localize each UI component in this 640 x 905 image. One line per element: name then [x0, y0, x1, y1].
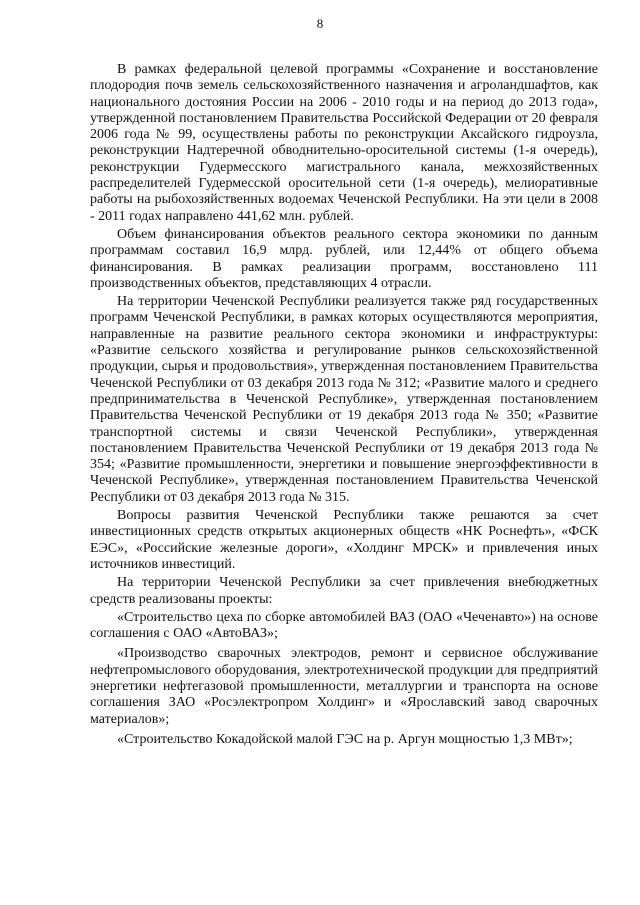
document-body — [90, 62, 598, 752]
paragraph-republic-programs: На территории Чеченской Республики реализуется также ряд государственных программ Чеченской Республики, в рамках которых осуществляются мероприятия, направленные на развитие реального сектора экономики и инфраструктуры: «Развитие сельского хозяйства и регулирование рынков сельскохозяйственной продукции, сырья и продовольствия», утвержденная постановлением Правительства Чеченской Республики от 03 декабря 2013 года № 312; «Развитие малого и среднего предпринимательства в Чеченской Республике», утвержденная постановлением Правительства Чеченской Республики от 19 декабря 2013 года № 350; «Развитие транспортной системы и связи Чеченской Республики», утвержденная постановлением Правительства Чеченской Республики от 19 декабря 2013 года № 354; «Развитие промышленности, энергетики и повышение энергоэффективности в Чеченской Республике», утвержденная постановлением Правительства Чеченской Республики от 03 декабря 2013 года № 315. — [90, 294, 598, 505]
project-item-vaz-assembly: «Строительство цеха по сборке автомобилей ВАЗ (ОАО «Чеченавто») на основе соглашения с ОАО «АвтоВАЗ»; — [90, 609, 598, 642]
paragraph-financing-volume: Объем финансирования объектов реального сектора экономики по данным программам составил 16,9 млрд. рублей, или 12,44% от общего объема финансирования. В рамках реализации программ, восстановлено 111 производственных объектов, представляющих 4 отрасли. — [90, 226, 598, 291]
paragraph-federal-program: В рамках федеральной целевой программы «Сохранение и восстановление плодородия почв земель сельскохозяйственного назначения и агроландшафтов, как национального достояния России на 2006 - 2010 годы и на период до 2013 года», утвержденной постановлением Правительства Российской Федерации от 20 февраля 2006 года № 99, осуществлены работы по реконструкции Аксайского гидроузла, реконструкции Надтеречной обводнительно-оросительной системы (1-я очередь), реконструкции Гудермесского магистрального канала, межхозяйственных распределителей Гудермесской оросительной сети (1-я очередь), мелиоративные работы на рыбохозяйственных водоемах Чеченской Республики. На эти цели в 2008 - 2011 годах направлено 441,62 млн. рублей. — [90, 62, 598, 224]
project-item-welding-electrodes: «Производство сварочных электродов, ремонт и сервисное обслуживание нефтепромыслового оборудования, электротехнической продукции для предприятий энергетики нефтегазовой промышленности, металлургии и транспорта на основе соглашения ЗАО «Росэлектропром Холдинг» и «Ярославский завод сварочных материалов»; — [90, 646, 598, 727]
paragraph-projects-intro: На территории Чеченской Республики за счет привлечения внебюджетных средств реализованы проекты: — [90, 575, 598, 607]
paragraph-investment-sources: Вопросы развития Чеченской Республики также решаются за счет инвестиционных средств открытых акционерных обществ «НК Роснефть», «ФСК ЕЭС», «Российские железные дороги», «Холдинг МРСК» и привлечения иных источников инвестиций. — [90, 508, 598, 572]
page-number: 8 — [316, 16, 324, 31]
project-item-kokadoy-hpp: «Строительство Кокадойской малой ГЭС на р. Аргун мощностью 1,3 МВт»; — [117, 731, 573, 747]
